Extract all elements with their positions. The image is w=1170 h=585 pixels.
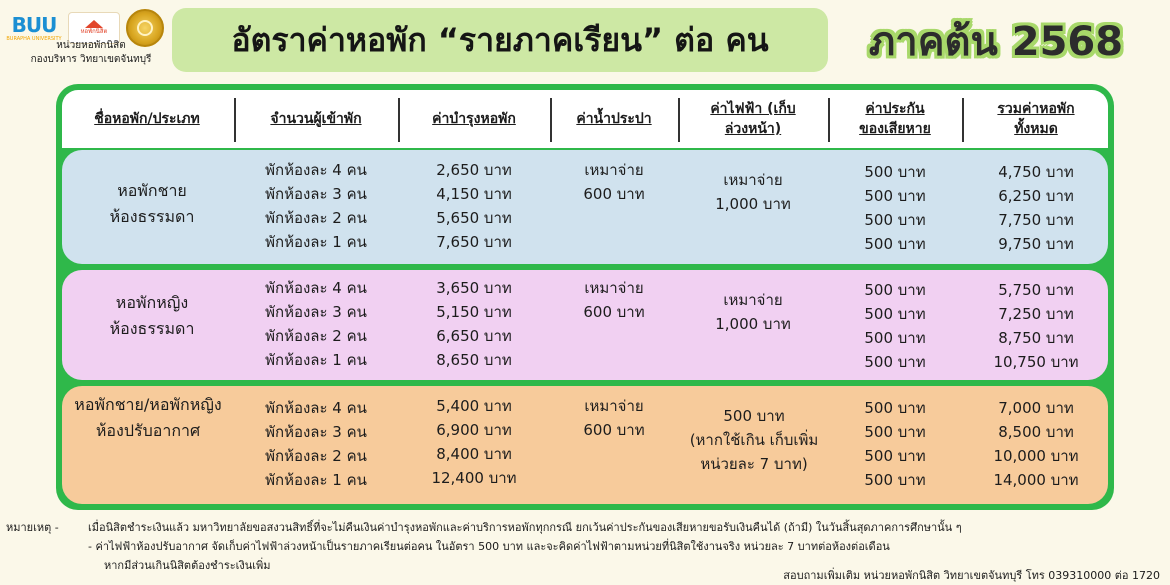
row-maintenance: 5,400 บาท 6,900 บาท 8,400 บาท 12,400 บาท: [431, 397, 517, 487]
row-type: หอพักชาย ห้องธรรมดา: [109, 181, 195, 226]
table-header: [62, 90, 1108, 148]
unit-name-line2: กองบริหาร วิทยาเขตจันทบุรี: [30, 54, 152, 65]
row-total: 4,750 บาท 6,250 บาท 7,750 บาท 9,750 บาท: [998, 163, 1074, 253]
unit-name-line1: หน่วยหอพักนิสิต: [56, 40, 126, 51]
row-type: หอพักชาย/หอพักหญิง ห้องปรับอากาศ: [74, 395, 222, 440]
row-maintenance: 3,650 บาท 5,150 บาท 6,650 บาท 8,650 บาท: [436, 279, 512, 369]
buu-logo-sub: BURAPHA UNIVERSITY: [6, 36, 62, 42]
col-header-occupancy: จำนวนผู้เข้าพัก: [270, 111, 362, 127]
row-maintenance: 2,650 บาท 4,150 บาท 5,650 บาท 7,650 บาท: [436, 161, 512, 251]
row-occupancy: พักห้องละ 4 คน พักห้องละ 3 คน พักห้องละ 2 คน พักห้องละ 1 คน: [265, 279, 367, 369]
contact-info: สอบถามเพิ่มเติม หน่วยหอพักนิสิต วิทยาเขตจันทบุรี โทร 039310000 ต่อ 1720: [783, 569, 1160, 582]
col-header-electric: ค่าไฟฟ้า (เก็บล่วงหน้า): [710, 101, 796, 137]
term-badge: ภาคต้น 2568: [868, 19, 1124, 65]
row-deposit: 500 บาท 500 บาท 500 บาท 500 บาท: [864, 281, 926, 371]
col-header-water: ค่าน้ำประปา: [576, 111, 652, 127]
col-header-type: ชื่อหอพัก/ประเภท: [94, 111, 200, 127]
note-line-1: หมายเหตุ - เมื่อนิสิตชำระเงินแล้ว มหาวิทยาลัยขอสงวนสิทธิ์ที่จะไม่คืนเงินค่าบำรุงหอพักและค่าบริการหอพักทุกกรณี ยกเว้นค่าประกันของเสียหายขอรับเงินคืนได้ (ถ้ามี) ในวันสิ้นสุดภาคการศึกษานั้น ๆ: [6, 518, 1166, 537]
col-header-maintenance: ค่าบำรุงหอพัก: [432, 111, 516, 127]
row-occupancy: พักห้องละ 4 คน พักห้องละ 3 คน พักห้องละ 2 คน พักห้องละ 1 คน: [265, 399, 367, 489]
table-row: [62, 270, 1108, 380]
row-water: เหมาจ่าย 600 บาท: [583, 397, 645, 439]
page-title: อัตราค่าหอพัก “รายภาคเรียน” ต่อ คน: [172, 8, 828, 72]
row-electric: เหมาจ่าย 1,000 บาท: [715, 171, 791, 213]
rates-table: [56, 84, 1114, 510]
table-row: [62, 386, 1108, 504]
col-header-deposit: ค่าประกัน ของเสียหาย: [859, 101, 931, 137]
row-water: เหมาจ่าย 600 บาท: [583, 279, 645, 321]
note-label: หมายเหตุ -: [6, 521, 59, 534]
row-water: เหมาจ่าย 600 บาท: [583, 161, 645, 203]
row-electric: 500 บาท (หากใช้เกิน เก็บเพิ่ม หน่วยละ 7 บาท): [689, 407, 819, 473]
row-type: หอพักหญิง ห้องธรรมดา: [109, 293, 195, 338]
row-electric: เหมาจ่าย 1,000 บาท: [715, 291, 791, 333]
unit-name: [6, 39, 176, 67]
table-row: [62, 150, 1108, 264]
row-occupancy: พักห้องละ 4 คน พักห้องละ 3 คน พักห้องละ 2 คน พักห้องละ 1 คน: [265, 161, 367, 251]
buu-logo-mark: BUU: [11, 13, 57, 37]
dorm-logo-text: หอพักนิสิต: [80, 28, 108, 35]
note-line-2: - ค่าไฟฟ้าห้องปรับอากาศ จัดเก็บค่าไฟฟ้าล่วงหน้าเป็นรายภาคเรียนต่อคน ในอัตรา 500 บาท และจะคิดค่าไฟฟ้าตามหน่วยที่นิสิตใช้งานจริง หน่วยละ 7 บาทต่อห้องต่อเดือน: [88, 540, 890, 553]
note-line-3: หากมีส่วนเกินนิสิตต้องชำระเงินเพิ่ม: [104, 559, 271, 572]
col-header-total: รวมค่าหอพัก ทั้งหมด: [997, 101, 1075, 137]
row-deposit: 500 บาท 500 บาท 500 บาท 500 บาท: [864, 163, 926, 253]
house-icon: [85, 20, 103, 28]
row-total: 5,750 บาท 7,250 บาท 8,750 บาท 10,750 บาท: [993, 281, 1079, 371]
row-total: 7,000 บาท 8,500 บาท 10,000 บาท 14,000 บาท: [993, 399, 1079, 489]
row-deposit: 500 บาท 500 บาท 500 บาท 500 บาท: [864, 399, 926, 489]
